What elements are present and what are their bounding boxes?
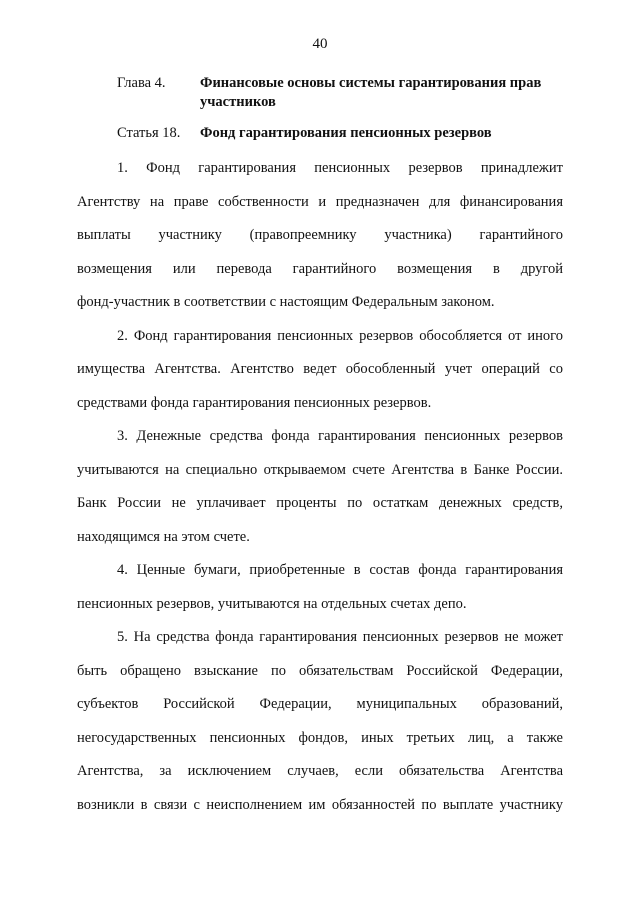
paragraph <box>77 420 563 554</box>
paragraph-line: быть обращено взыскание по обязательствам Российской Федерации, <box>77 662 563 679</box>
paragraph-line: находящимся на этом счете. <box>77 528 250 545</box>
chapter-title: Финансовые основы системы гарантирования прав участников <box>200 75 542 110</box>
paragraph-line: выплаты участнику (правопреемнику участника) гарантийного <box>77 227 563 243</box>
article-label: Статья 18. <box>117 125 181 141</box>
paragraph-line: субъектов Российской Федерации, муниципальных образований, <box>77 696 563 712</box>
document-body <box>77 152 563 822</box>
paragraph-line: имущества Агентства. Агентство ведет обособленный учет операций со <box>77 361 563 377</box>
paragraph-line: возмещения или перевода гарантийного возмещения в другой <box>77 260 563 277</box>
paragraph-line: 5. На средства фонда гарантирования пенсионных резервов не может <box>117 629 563 645</box>
paragraph-line: 2. Фонд гарантирования пенсионных резервов обособляется от иного <box>117 327 563 344</box>
page-number: 40 <box>312 36 328 52</box>
paragraph-line: фонд-участник в соответствии с настоящим Федеральным законом. <box>77 294 495 310</box>
paragraph-line: 1. Фонд гарантирования пенсионных резервов принадлежит <box>117 160 563 176</box>
paragraph-line: Агентству на праве собственности и предназначен для финансирования <box>77 193 563 210</box>
paragraph-line: Банк России не уплачивает проценты по остаткам денежных средств, <box>77 495 563 511</box>
paragraph-line: Агентства, за исключением случаев, если обязательства Агентства <box>77 763 563 779</box>
paragraph-line: средствами фонда гарантирования пенсионных резервов. <box>77 394 432 411</box>
paragraph-line: негосударственных пенсионных фондов, иных третьих лиц, а также <box>77 729 563 746</box>
paragraph-line: 4. Ценные бумаги, приобретенные в состав фонда гарантирования <box>117 562 563 578</box>
chapter-label: Глава 4. <box>117 75 166 91</box>
paragraph <box>77 320 563 421</box>
paragraph-line: 3. Денежные средства фонда гарантирования пенсионных резервов <box>117 428 563 444</box>
paragraph-line: пенсионных резервов, учитываются на отдельных счетах депо. <box>77 595 467 612</box>
paragraph <box>77 621 563 822</box>
paragraph-line: возникли в связи с неисполнением им обязанностей по выплате участнику <box>77 796 563 813</box>
paragraph <box>77 554 563 621</box>
article-title: Фонд гарантирования пенсионных резервов <box>200 125 492 141</box>
paragraph <box>77 152 563 320</box>
paragraph-line: учитываются на специально открываемом счете Агентства в Банке России. <box>77 461 563 478</box>
